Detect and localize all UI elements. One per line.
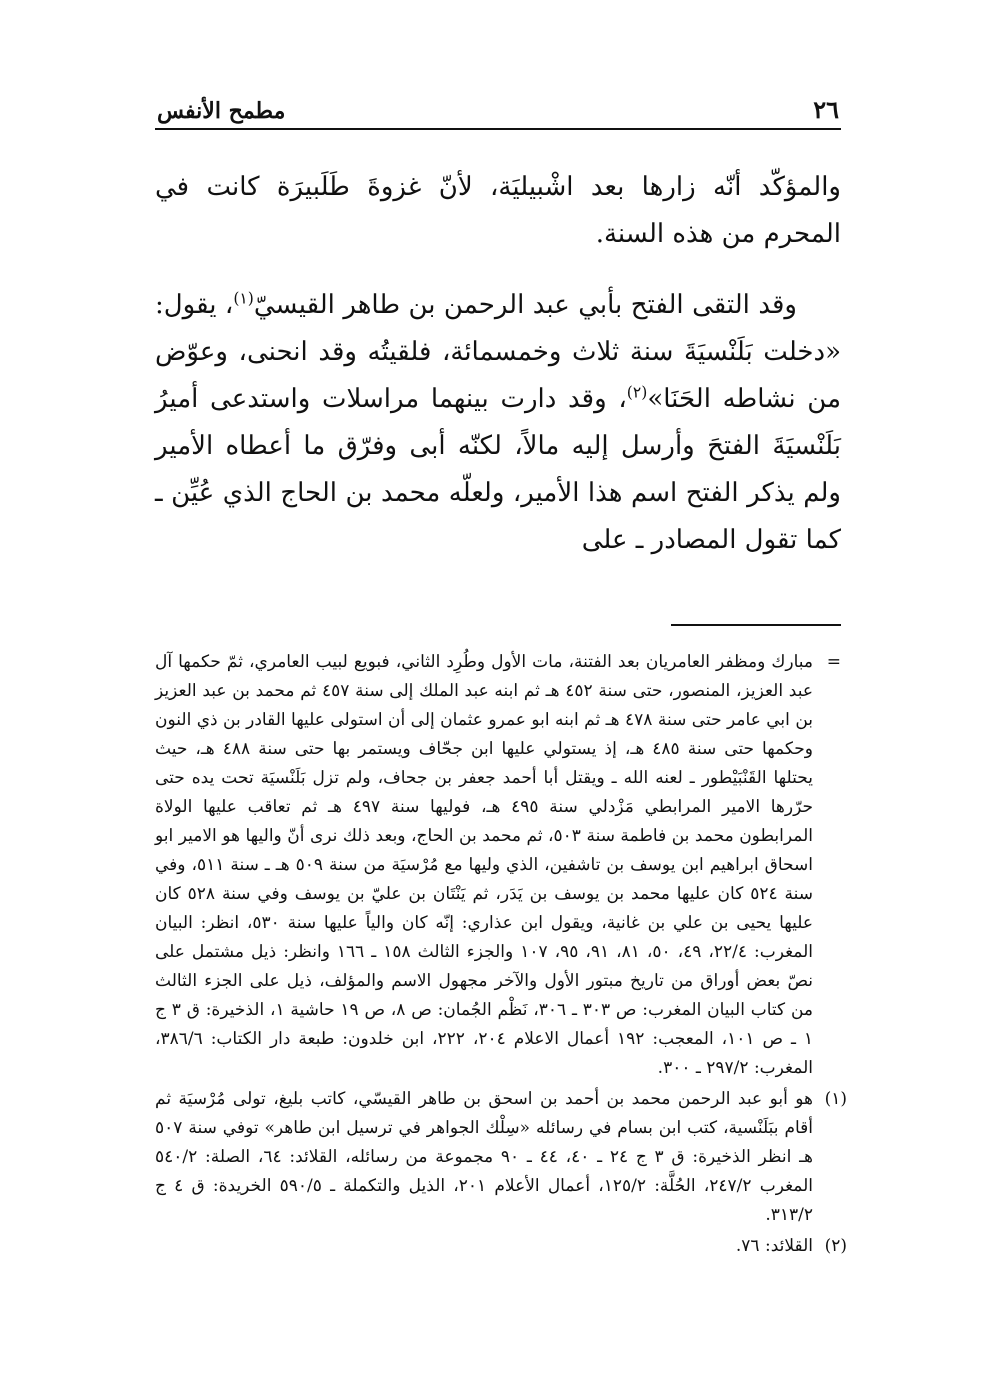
footnote-continuation-text: مبارك ومظفر العامريان بعد الفتنة، مات الأول وطُرِد الثاني، فبويع لبيب العامري، ثمّ حكمها آل عبد العزيز، المنصور، حتى سنة ٤٥٢ هـ ثم ابنه عبد الملك إلى سنة ٤٥٧ ثم محمد بن عبد العزيز بن ابي عامر حتى سنة ٤٧٨ هـ ثم ابنه ابو عمرو عثمان إلى أن استولى عليها القادر بن ذي النون وحكمها حتى سنة ٤٨٥ هـ، إذ يستولي عليها ابن جحّاف ويستمر بها حتى سنة ٤٨٨ هـ، حيث يحتلها القَنْبَيْطور ـ لعنه الله ـ ويقتل أبا أحمد جعفر بن جحاف، ولم تزل بَلَنْسيَة تحت يده حتى حرّرها الامير المرابطي مَزْدلي سنة ٤٩٥ هـ، فوليها سنة ٤٩٧ هـ ثم تعاقب عليها الولاة المرابطون محمد بن فاطمة سنة ٥٠٣، ثم محمد بن الحاج، وبعد ذلك نرى أنّ واليها هو الامير ابو اسحاق ابراهيم ابن يوسف بن تاشفين، الذي وليها مع مُرْسيَة من سنة ٥٠٩ هـ ـ سنة ٥١١، وفي سنة ٥٢٤ كان عليها محمد بن يوسف بن يَدَر، ثم يَنْتَان بن عليّ بن يوسف وفي سنة ٥٢٨ كان عليها يحيى بن علي بن غانية، ويقول ابن عذاري: إنّه كان والياً عليها سنة ٥٣٠، انظر: البيان المغرب: ٢٢/٤، ٤٩، ٥٠، ٨١، ٩١، ٩٥، ١٠٧ والجزء الثالث ١٥٨ ـ ١٦٦ وانظر: ذيل مشتمل على نصّ بعض أوراق من تاريخ مبتور الأول والآخر مجهول الاسم والمؤلف، ذيل على الجزء الثالث من كتاب البيان المغرب: ص ٣٠٣ ـ ٣٠٦، نَظْم الجُمان: ص ٨، ص ١٩ حاشية ١، الذخيرة: ق ٣ ج ١ ـ ص ١٠١، المعجب: ١٩٢ أعمال الاعلام ٢٠٤، ٢٢٢، ابن خلدون: طبعة دار الكتاب: ٣٨٦/٦، المغرب: ٢٩٧/٢ ـ ٣٠٠. <box>155 652 814 1078</box>
footnote-ref-2: (٢) <box>626 383 648 402</box>
paragraph-2-part-c: ، وقد دارت بينهما مراسلات واستدعى أميرُ بَلَنْسيَةَ الفتحَ وأرسل إليه مالاً، لكنّه أبى وفرّق ما أعطاه الأمير ولم يذكر الفتح اسم هذا الأمير، ولعلّه محمد بن الحاج الذي عُيِّن ـ كما تقول المصادر ـ على <box>155 384 841 555</box>
page-number: ٢٦ <box>813 95 839 124</box>
book-page <box>155 92 847 1263</box>
footnote-2-marker: (٢) <box>824 1236 847 1256</box>
paragraph-1: والمؤكّد أنّه زارها بعد اشْبيليَة، لأنّ غزوةَ طَلَبيرَة كانت في المحرم من هذه السنة. <box>155 172 841 249</box>
paragraph-2-part-a: وقد التقى الفتح بأبي عبد الرحمن بن طاهر القيسيّ <box>253 290 797 320</box>
footnote-1-text: هو أبو عبد الرحمن محمد بن أحمد بن اسحق بن طاهر القيسّي، كاتب بليغ، تولى مُرْسيَة ثم أقام ببَلَنْسية، كتب ابن بسام في رسائله «سِلْك الجواهر في ترسيل ابن طاهر» توفي سنة ٥٠٧ هـ انظر الذخيرة: ق ٣ ج ٢٤ ـ ٤٠، ٤٤ ـ ٩٠ مجموعة من رسائله، القلائد: ٦٤، الصلة: ٥٤٠/٢ المغرب ٢٤٧/٢، الحُلَّة: ١٢٥/٢، أعمال الأعلام ٢٠١، الذيل والتكملة ـ ٥٩٠/٥ الخريدة: ق ٤ ج ٣١٣/٢. <box>155 1089 814 1225</box>
footnote-divider <box>671 624 841 626</box>
main-text <box>155 164 841 564</box>
footnote-continuation <box>155 648 841 1083</box>
paragraph-2-part-b: ، يقول: «دخلت بَلَنْسيَةَ سنة ثلاث وخمسمائة، فلقيتُه وقد انحنى، وعوّض من نشاطه الحَنَا» <box>155 290 842 414</box>
footnote-1 <box>155 1085 847 1230</box>
footnote-ref-1: (١) <box>233 289 254 308</box>
running-header <box>155 92 841 130</box>
footnotes <box>155 648 847 1261</box>
footnote-2 <box>155 1232 847 1261</box>
footnote-2-text: القلائد: ٧٦. <box>735 1236 813 1256</box>
continuation-marker: = <box>826 652 841 672</box>
footnote-1-marker: (١) <box>824 1089 847 1109</box>
paragraph-2 <box>155 282 841 564</box>
book-title: مطمح الأنفس <box>157 98 286 124</box>
